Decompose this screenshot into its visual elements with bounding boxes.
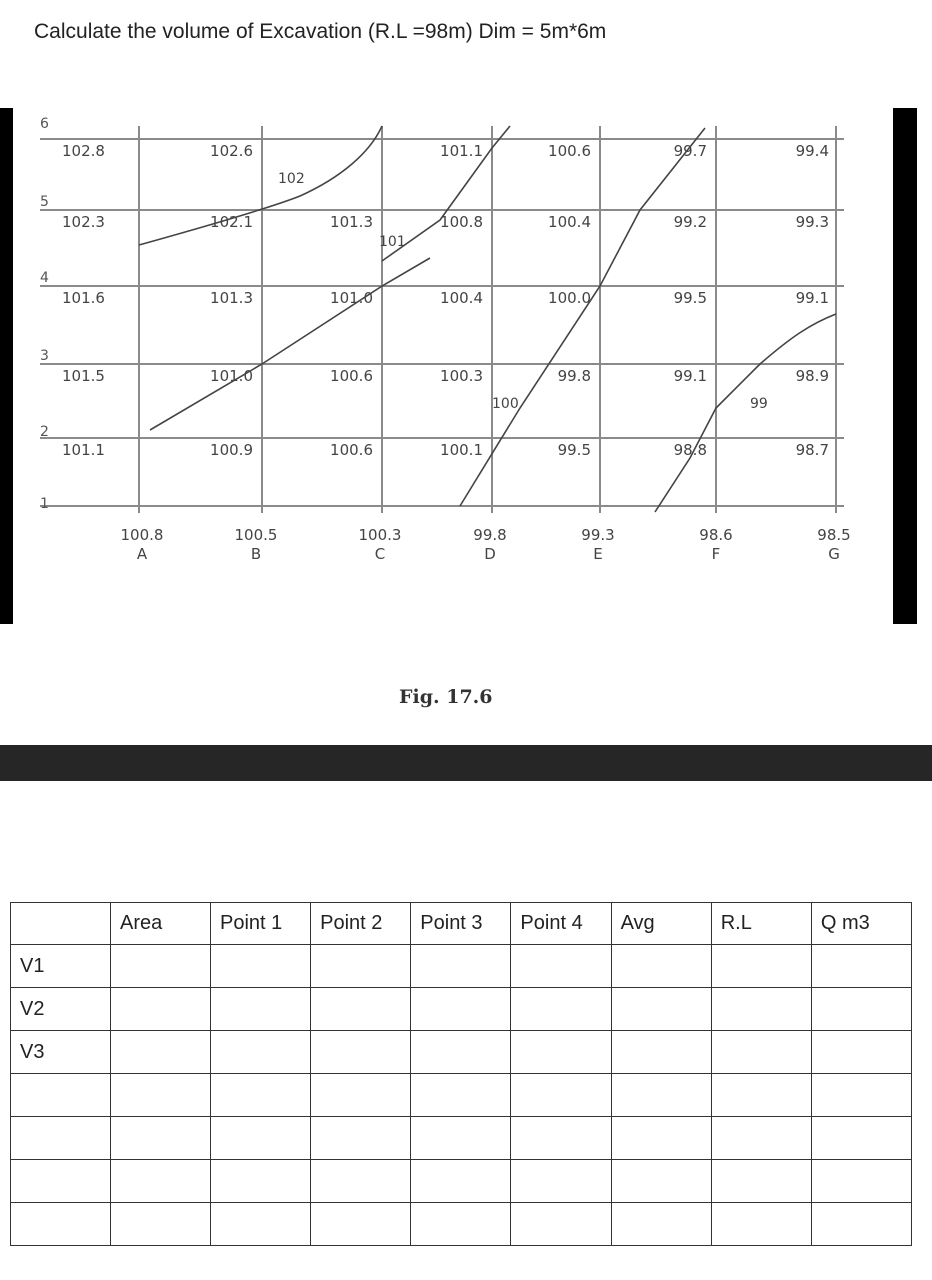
dark-separator-band (0, 745, 932, 781)
grid-value: 99.3 (795, 213, 829, 231)
table-cell (711, 1074, 811, 1117)
table-row (11, 1074, 912, 1117)
grid-value: 99.8 (557, 367, 591, 385)
table-row (11, 1203, 912, 1246)
table-cell (511, 1074, 611, 1117)
table-cell: V2 (11, 988, 111, 1031)
grid-value: 102.8 (62, 142, 105, 160)
table-cell (311, 1203, 411, 1246)
table-header-cell: Point 3 (411, 903, 511, 945)
bottom-value: 100.3 (358, 526, 402, 544)
table-cell (511, 988, 611, 1031)
grid-value: 102.6 (210, 142, 253, 160)
grid-value: 100.9 (210, 441, 253, 459)
grid-value: 101.1 (62, 441, 105, 459)
table-header-cell: Area (111, 903, 211, 945)
table-header-cell: Avg (611, 903, 711, 945)
table-cell (311, 988, 411, 1031)
table-cell (611, 1203, 711, 1246)
bottom-value: 100.8 (120, 526, 164, 544)
contour-label: 100 (492, 396, 519, 412)
table-cell (811, 1203, 911, 1246)
table-cell (411, 945, 511, 988)
table-cell (711, 945, 811, 988)
table-cell (411, 1203, 511, 1246)
table-cell (511, 1031, 611, 1074)
table-cell (111, 1160, 211, 1203)
table-cell: V1 (11, 945, 111, 988)
table-cell (11, 1203, 111, 1246)
grid-value: 99.1 (795, 289, 829, 307)
table-cell (711, 1117, 811, 1160)
grid-value: 100.6 (330, 441, 373, 459)
table-cell (411, 1074, 511, 1117)
grid-value: 99.4 (795, 142, 829, 160)
table-cell (311, 1031, 411, 1074)
grid-value: 100.4 (440, 289, 483, 307)
grid-value: 98.9 (795, 367, 829, 385)
grid-value: 100.6 (330, 367, 373, 385)
grid-value: 99.5 (673, 289, 707, 307)
table-cell (611, 945, 711, 988)
table-cell (111, 988, 211, 1031)
table-cell (111, 1074, 211, 1117)
column-letter: A (136, 545, 148, 563)
row-number-label: 2 (40, 424, 49, 440)
table-row (11, 988, 912, 1031)
table-cell (411, 1117, 511, 1160)
table-row (11, 1117, 912, 1160)
bottom-value: 100.5 (234, 526, 278, 544)
grid-value: 99.7 (673, 142, 707, 160)
column-letter: D (484, 545, 496, 563)
table-cell (211, 1074, 311, 1117)
table-header-cell (11, 903, 111, 945)
table-cell (511, 1160, 611, 1203)
right-black-bar (893, 108, 917, 624)
table-cell (611, 1117, 711, 1160)
table-cell (611, 1160, 711, 1203)
column-letter: F (711, 545, 721, 563)
grid-value: 101.6 (62, 289, 105, 307)
table-cell (211, 945, 311, 988)
contour-grid-svg (0, 108, 932, 624)
row-number-label: 3 (40, 348, 49, 364)
contour-label: 102 (278, 171, 305, 187)
table-cell (311, 1160, 411, 1203)
row-number-label: 5 (40, 194, 49, 210)
table-cell (411, 1031, 511, 1074)
table-cell (311, 1074, 411, 1117)
table-cell (611, 1031, 711, 1074)
table-header-cell: Point 2 (311, 903, 411, 945)
grid-value: 101.5 (62, 367, 105, 385)
table-cell (11, 1117, 111, 1160)
table-cell (111, 945, 211, 988)
grid-value: 101.3 (210, 289, 253, 307)
grid-value: 102.3 (62, 213, 105, 231)
table-cell (211, 1117, 311, 1160)
table-cell (811, 988, 911, 1031)
left-black-bar (0, 108, 13, 624)
table-cell (211, 1203, 311, 1246)
grid-value: 102.1 (210, 213, 253, 231)
table-row (11, 945, 912, 988)
table-cell: V3 (11, 1031, 111, 1074)
contour-label: 99 (750, 396, 768, 412)
column-letter: C (374, 545, 386, 563)
grid-value: 101.0 (210, 367, 253, 385)
table-cell (811, 1117, 911, 1160)
table-cell (711, 1031, 811, 1074)
table-header-cell: Q m3 (811, 903, 911, 945)
grid-value: 98.8 (673, 441, 707, 459)
table-cell (411, 988, 511, 1031)
bottom-value: 98.6 (699, 526, 733, 544)
column-letter: E (593, 545, 603, 563)
figure-caption: Fig. 17.6 (399, 686, 493, 708)
table-cell (711, 1160, 811, 1203)
table-header-cell: Point 4 (511, 903, 611, 945)
table-header-cell: R.L (711, 903, 811, 945)
grid-labels (40, 116, 851, 563)
table-cell (811, 1160, 911, 1203)
grid-value: 99.1 (673, 367, 707, 385)
table-cell (411, 1160, 511, 1203)
contour-line (150, 258, 430, 430)
table-cell (611, 988, 711, 1031)
table-cell (111, 1031, 211, 1074)
volume-table (10, 902, 912, 1246)
grid-value: 101.3 (330, 213, 373, 231)
grid-value: 101.0 (330, 289, 373, 307)
table-cell (511, 1203, 611, 1246)
table-cell (311, 1117, 411, 1160)
table-row (11, 1160, 912, 1203)
row-number-label: 4 (40, 270, 49, 286)
column-letter: G (828, 545, 840, 563)
contour-line (655, 314, 836, 512)
table-cell (211, 988, 311, 1031)
bottom-value: 98.5 (817, 526, 851, 544)
table-cell (611, 1074, 711, 1117)
contour-label: 101 (379, 234, 406, 250)
table-header-cell: Point 1 (211, 903, 311, 945)
grid-value: 100.0 (548, 289, 591, 307)
grid-value: 100.8 (440, 213, 483, 231)
table-cell (711, 988, 811, 1031)
grid-value: 100.3 (440, 367, 483, 385)
bottom-value: 99.3 (581, 526, 615, 544)
table-cell (311, 945, 411, 988)
table-cell (511, 1117, 611, 1160)
table-cell (211, 1031, 311, 1074)
table-cell (11, 1074, 111, 1117)
table-cell (811, 1074, 911, 1117)
contour-grid-figure (0, 108, 932, 708)
grid-value: 98.7 (795, 441, 829, 459)
question-text: Calculate the volume of Excavation (R.L =98m) Dim = 5m*6m (34, 20, 607, 43)
table-cell (211, 1160, 311, 1203)
row-number-label: 6 (40, 116, 49, 132)
bottom-value: 99.8 (473, 526, 507, 544)
table-cell (811, 945, 911, 988)
grid-value: 99.5 (557, 441, 591, 459)
table-cell (111, 1117, 211, 1160)
table-cell (511, 945, 611, 988)
grid-value: 101.1 (440, 142, 483, 160)
table-row (11, 1031, 912, 1074)
grid-value: 100.6 (548, 142, 591, 160)
table-cell (711, 1203, 811, 1246)
table-cell (111, 1203, 211, 1246)
column-letter: B (250, 545, 262, 563)
table-cell (11, 1160, 111, 1203)
grid-value: 100.1 (440, 441, 483, 459)
row-number-label: 1 (40, 496, 49, 512)
table-cell (811, 1031, 911, 1074)
table-header-row (11, 903, 912, 945)
grid-value: 100.4 (548, 213, 591, 231)
grid-value: 99.2 (673, 213, 707, 231)
